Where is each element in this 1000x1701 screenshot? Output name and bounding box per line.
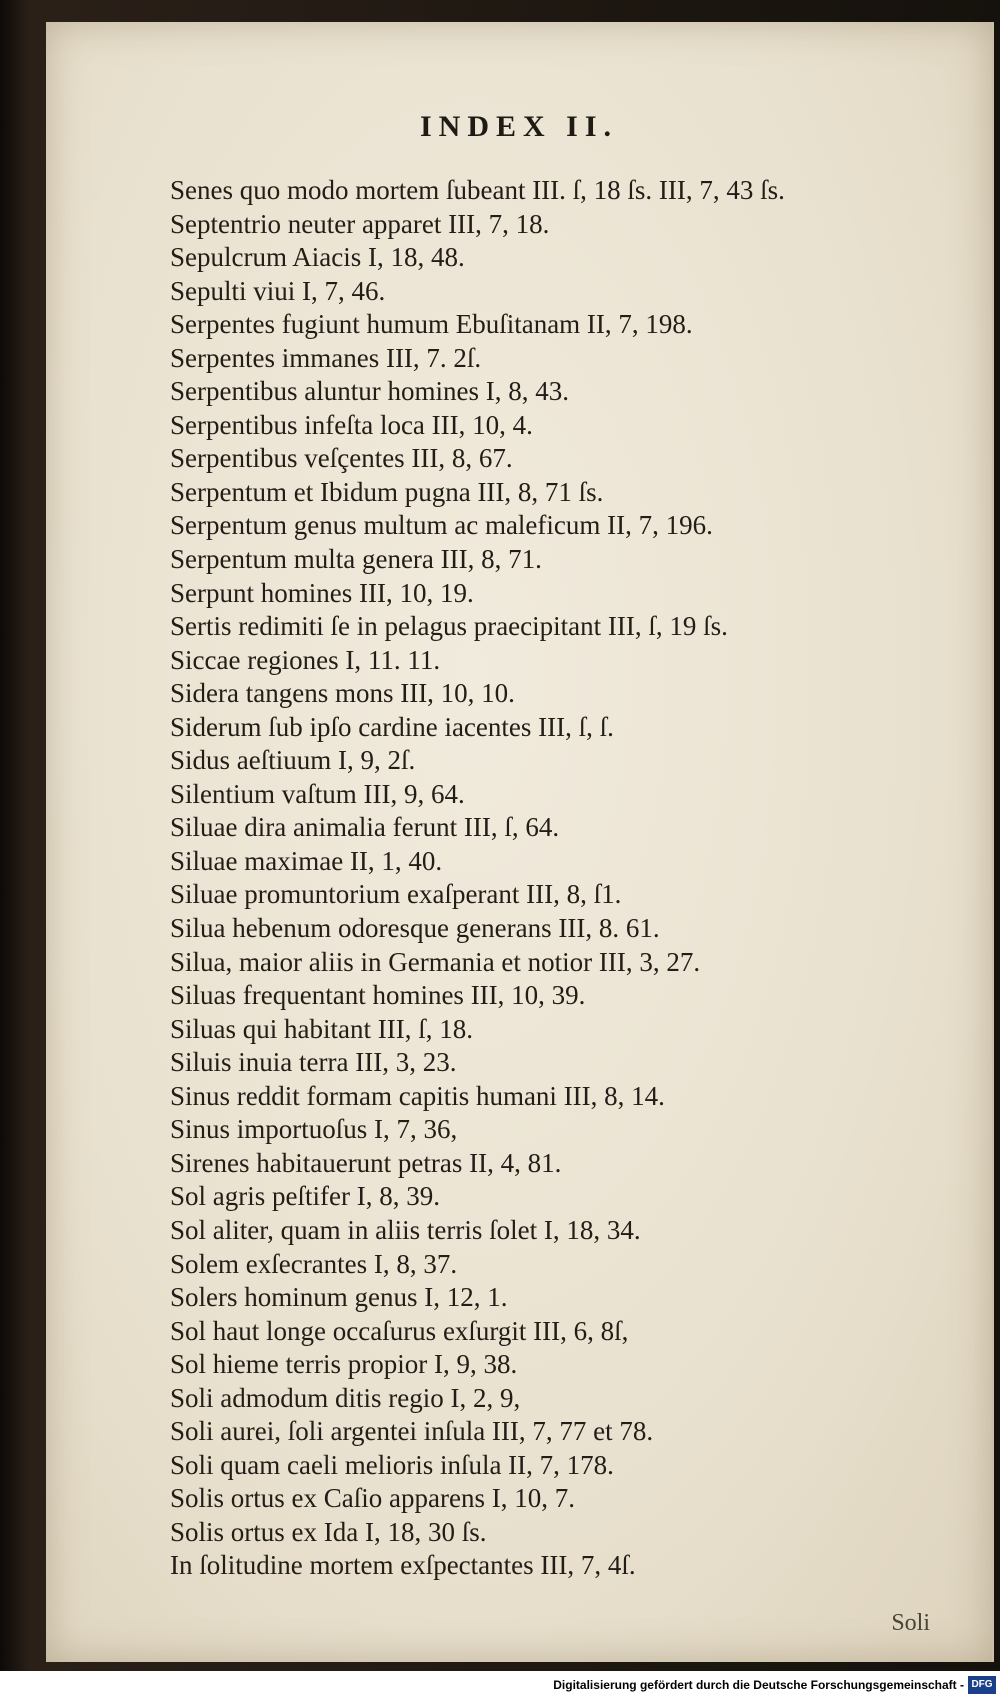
book-page [46, 22, 994, 1662]
catchword: Soli [891, 1610, 930, 1636]
funding-note: Digitalisierung gefördert durch die Deutsche Forschungsgemeinschaft - [553, 1678, 964, 1692]
index-entry: Siccae regiones I, 11. 11. [170, 644, 441, 675]
index-entry: Soli admodum ditis regio I, 2, 9, [170, 1382, 521, 1413]
index-entry: Siluae dira animalia ferunt III, ſ, 64. [170, 812, 560, 843]
index-entry: Serpentibus aluntur homines I, 8, 43. [170, 376, 569, 407]
index-entry: Serpentibus veſçentes III, 8, 67. [170, 443, 513, 474]
index-entry: Sepulti viui I, 7, 46. [170, 275, 386, 306]
index-entry: Serpunt homines III, 10, 19. [170, 577, 474, 608]
index-entry: Septentrio neuter apparet III, 7, 18. [170, 208, 550, 239]
index-entry: Solem exſecrantes I, 8, 37. [170, 1248, 458, 1279]
index-entry: Siluas qui habitant III, ſ, 18. [170, 1013, 473, 1044]
index-entry: Sertis redimiti ſe in pelagus praecipitant III, ſ, 19 ſs. [170, 611, 728, 642]
index-entry: Serpentes immanes III, 7. 2ſ. [170, 342, 482, 373]
index-entry: Soli aurei, ſoli argentei inſula III, 7, 77 et 78. [170, 1416, 654, 1447]
index-entry: Sol hieme terris propior I, 9, 38. [170, 1349, 518, 1380]
page-header: INDEX II. [419, 110, 619, 143]
index-entry: Siluae maximae II, 1, 40. [170, 845, 443, 876]
index-entry: Serpentibus infeſta loca III, 10, 4. [170, 409, 533, 440]
index-entry: Siluis inuia terra III, 3, 23. [170, 1047, 457, 1078]
index-entry: Sinus importuoſus I, 7, 36, [170, 1114, 458, 1145]
index-entry: Sidera tangens mons III, 10, 10. [170, 678, 515, 709]
index-entry: Siderum ſub ipſo cardine iacentes III, ſ, ſ. [170, 711, 614, 742]
index-entry: Sirenes habitauerunt petras II, 4, 81. [170, 1147, 562, 1178]
index-entry: Soli quam caeli melioris inſula II, 7, 178. [170, 1449, 614, 1480]
index-entry: Solis ortus ex Ida I, 18, 30 ſs. [170, 1516, 487, 1547]
index-entry: Silentium vaſtum III, 9, 64. [170, 778, 465, 809]
index-entry: Serpentum et Ibidum pugna III, 8, 71 ſs. [170, 476, 604, 507]
index-entry: Sepulcrum Aiacis I, 18, 48. [170, 242, 465, 273]
index-entry: In ſolitudine mortem exſpectantes III, 7, 4ſ. [170, 1550, 636, 1581]
index-entry: Solers hominum genus I, 12, 1. [170, 1282, 508, 1313]
index-entry: Serpentum multa genera III, 8, 71. [170, 544, 542, 575]
dfg-logo: DFG [968, 1676, 996, 1694]
index-entry: Sidus aeſtiuum I, 9, 2ſ. [170, 745, 416, 776]
index-entry: Senes quo modo mortem ſubeant III. ſ, 18 ſs. III, 7, 43 ſs. [170, 175, 785, 205]
index-entry: Siluae promuntorium exaſperant III, 8, ſ1. [170, 879, 622, 910]
index-entry: Silua, maior aliis in Germania et notior III, 3, 27. [170, 946, 701, 977]
index-entry: Silua hebenum odoresque generans III, 8. 61. [170, 913, 660, 944]
index-entry-list [170, 174, 990, 1583]
index-entry: Serpentes fugiunt humum Ebuſitanam II, 7, 198. [170, 309, 693, 340]
index-entry: Sol haut longe occaſurus exſurgit III, 6, 8ſ, [170, 1315, 629, 1346]
index-entry: Sinus reddit formam capitis humani III, 8, 14. [170, 1080, 665, 1111]
index-entry: Sol agris peſtifer I, 8, 39. [170, 1181, 440, 1212]
index-entry: Serpentum genus multum ac maleficum II, 7, 196. [170, 510, 713, 541]
index-entry: Siluas frequentant homines III, 10, 39. [170, 980, 586, 1011]
index-entry: Sol aliter, quam in aliis terris ſolet I, 18, 34. [170, 1214, 641, 1245]
index-entry: Solis ortus ex Caſio apparens I, 10, 7. [170, 1483, 575, 1514]
